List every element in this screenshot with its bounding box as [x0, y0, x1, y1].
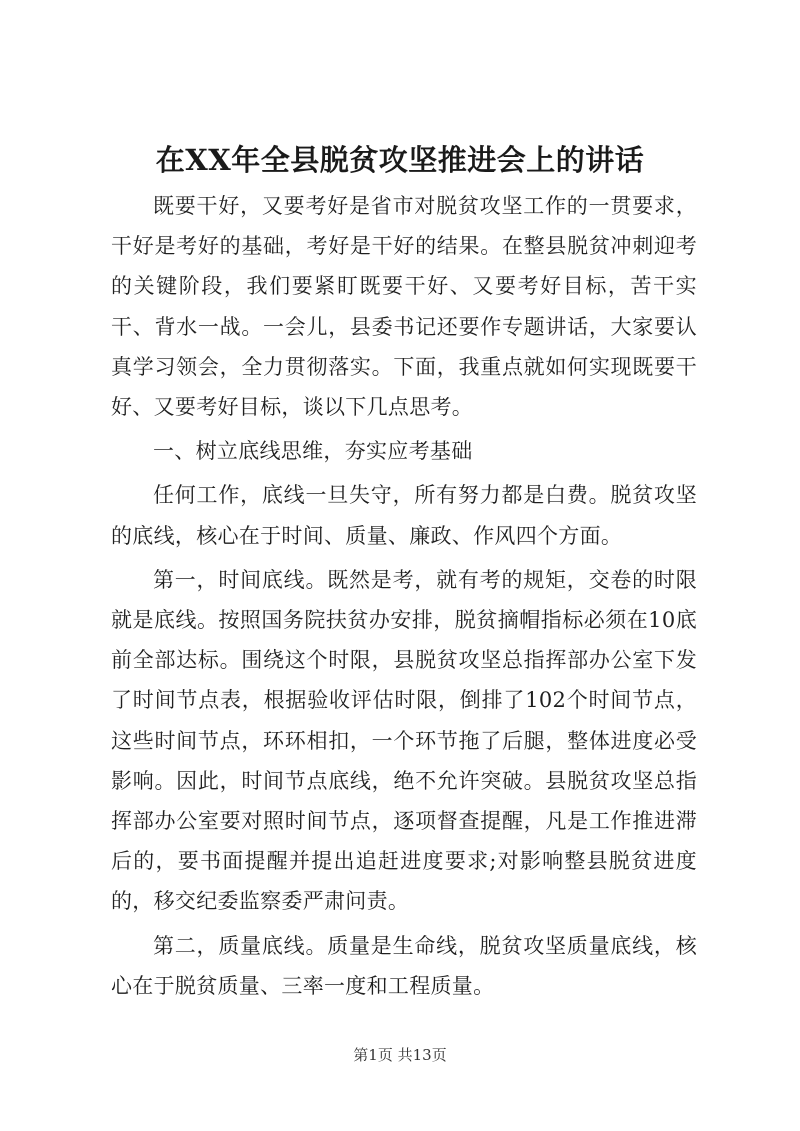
section-heading-1: 一、树立底线思维，夯实应考基础 — [153, 439, 473, 464]
paragraph-bottom-line: 任何工作，底线一旦失守，所有努力都是白费。脱贫攻坚的底线，核心在于时间、质量、廉政、作风四个方面。 — [111, 483, 697, 548]
paragraph-time-bottom-line: 第一，时间底线。既然是考，就有考的规矩，交卷的时限就是底线。按照国务院扶贫办安排，脱贫摘帽指标必须在10底前全部达标。围绕这个时限，县脱贫攻坚总指挥部办公室下发了时间节点表，根据验收评估时限，倒排了102个时间节点，这些时间节点，环环相扣，一个环节拖了后腿，整体进度必受影响。因此，时间节点底线，绝不允许突破。县脱贫攻坚总指挥部办公室要对照时间节点，逐项督查提醒，凡是工作推进滞后的，要书面提醒并提出追赶进度要求;对影响整县脱贫进度的，移交纪委监察委严肃问责。 — [111, 567, 697, 914]
document-title: 在XX年全县脱贫攻坚推进会上的讲话 — [155, 143, 645, 177]
paragraph-intro: 既要干好，又要考好是省市对脱贫攻坚工作的一贯要求，干好是考好的基础，考好是干好的结果。在整县脱贫冲刺迎考的关键阶段，我们要紧盯既要干好、又要考好目标，苦干实干、背水一战。一会儿，县委书记还要作专题讲话，大家要认真学习领会，全力贯彻落实。下面，我重点就如何实现既要干好、又要考好目标，谈以下几点思考。 — [111, 194, 697, 420]
page-footer: 第1页 共13页 — [353, 1046, 447, 1064]
document-body — [111, 186, 697, 1006]
paragraph-quality-bottom-line: 第二，质量底线。质量是生命线，脱贫攻坚质量底线，核心在于脱贫质量、三率一度和工程质量。 — [111, 933, 697, 998]
